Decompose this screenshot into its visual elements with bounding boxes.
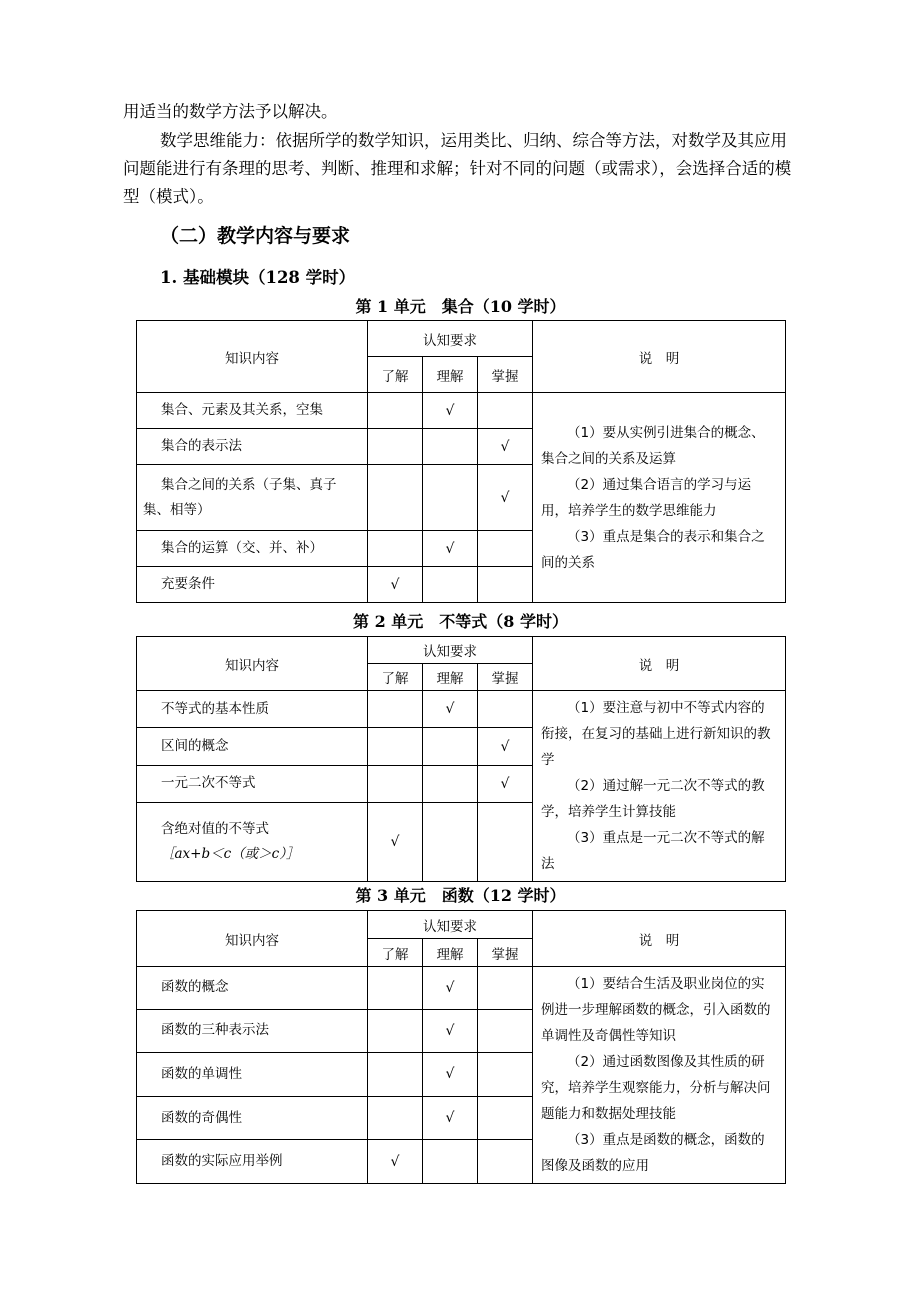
note-line: （3）重点是一元二次不等式的解法	[541, 830, 765, 872]
note-line: （2）通过解一元二次不等式的教学，培养学生计算技能	[541, 778, 765, 820]
note-line: （1）要注意与初中不等式内容的衔接，在复习的基础上进行新知识的教学	[541, 700, 771, 768]
row-text: 函数的奇偶性	[137, 1096, 368, 1140]
row-text: 集合之间的关系（子集、真子集、相等）	[137, 465, 368, 531]
table-row	[137, 967, 786, 1010]
note-line: （2）通过函数图像及其性质的研究，培养学生观察能力，分析与解决问题能力和数据处理技能	[541, 1054, 771, 1122]
note-line: （3）重点是集合的表示和集合之间的关系	[541, 528, 765, 571]
header-level-1: 了解	[368, 939, 423, 967]
row-subtext: ［ax+b＜c（或＞c）］	[161, 846, 300, 863]
check-mark: √	[423, 967, 478, 1010]
check-mark: √	[423, 1053, 478, 1097]
intro-line: 用适当的数学方法予以解决。	[123, 102, 338, 121]
unit-3-table	[136, 910, 786, 1184]
unit-1-caption: 第 1 单元 集合（10 学时）	[355, 297, 566, 316]
check-mark: √	[478, 429, 533, 465]
row-text: 函数的三种表示法	[137, 1009, 368, 1053]
row-text: 含绝对值的不等式	[161, 821, 269, 838]
unit-2-table	[136, 636, 786, 882]
check-mark: √	[423, 691, 478, 728]
header-note: 说 明	[533, 911, 786, 967]
row-text: 函数的单调性	[137, 1053, 368, 1097]
unit-3-caption: 第 3 单元 函数（12 学时）	[355, 886, 566, 905]
header-level-3: 掌握	[478, 939, 533, 967]
unit-2-caption: 第 2 单元 不等式（8 学时）	[353, 612, 568, 631]
table-row	[137, 691, 786, 728]
check-mark: √	[423, 1096, 478, 1140]
header-requirement: 认知要求	[368, 911, 533, 939]
intro-paragraph: 数学思维能力：依据所学的数学知识，运用类比、归纳、综合等方法，对数学及其应用问题能进行有条理的思考、判断、推理和求解；针对不同的问题（或需求），会选择合适的模型（模式）。	[123, 131, 792, 206]
row-text: 函数的概念	[137, 967, 368, 1010]
check-mark: √	[423, 1009, 478, 1053]
header-level-3: 掌握	[478, 357, 533, 393]
check-mark: √	[368, 1140, 423, 1184]
note-line: （1）要结合生活及职业岗位的实例进一步理解函数的概念，引入函数的单调性及奇偶性等知识	[541, 976, 771, 1044]
check-mark: √	[478, 465, 533, 531]
check-mark: √	[368, 567, 423, 603]
table-row	[137, 393, 786, 429]
row-text: 集合的运算（交、并、补）	[137, 531, 368, 567]
module-title: 1. 基础模块（128 学时）	[160, 268, 356, 287]
check-mark: √	[478, 728, 533, 765]
row-text: 区间的概念	[137, 728, 368, 765]
header-content: 知识内容	[137, 637, 368, 691]
header-content: 知识内容	[137, 911, 368, 967]
header-note: 说 明	[533, 637, 786, 691]
header-level-2: 理解	[423, 939, 478, 967]
row-text-block	[137, 803, 368, 882]
header-level-1: 了解	[368, 357, 423, 393]
unit-1-notes	[533, 393, 786, 603]
header-content: 知识内容	[137, 321, 368, 393]
unit-1-table	[136, 320, 786, 603]
check-mark: √	[478, 765, 533, 802]
header-level-3: 掌握	[478, 664, 533, 691]
row-text: 集合的表示法	[137, 429, 368, 465]
unit-3-notes	[533, 967, 786, 1184]
header-note: 说 明	[533, 321, 786, 393]
row-text: 充要条件	[137, 567, 368, 603]
header-requirement: 认知要求	[368, 321, 533, 357]
header-level-2: 理解	[423, 664, 478, 691]
unit-2-notes	[533, 691, 786, 882]
row-text: 函数的实际应用举例	[137, 1140, 368, 1184]
check-mark: √	[423, 393, 478, 429]
header-requirement: 认知要求	[368, 637, 533, 664]
note-line: （1）要从实例引进集合的概念、集合之间的关系及运算	[541, 424, 765, 467]
header-level-2: 理解	[423, 357, 478, 393]
row-text: 集合、元素及其关系，空集	[137, 393, 368, 429]
row-text: 不等式的基本性质	[137, 691, 368, 728]
check-mark: √	[368, 803, 423, 882]
section-title: （二）教学内容与要求	[160, 225, 351, 247]
header-level-1: 了解	[368, 664, 423, 691]
note-line: （3）重点是函数的概念，函数的图像及函数的应用	[541, 1132, 765, 1174]
note-line: （2）通过集合语言的学习与运用，培养学生的数学思维能力	[541, 476, 752, 519]
check-mark: √	[423, 531, 478, 567]
row-text: 一元二次不等式	[137, 765, 368, 802]
